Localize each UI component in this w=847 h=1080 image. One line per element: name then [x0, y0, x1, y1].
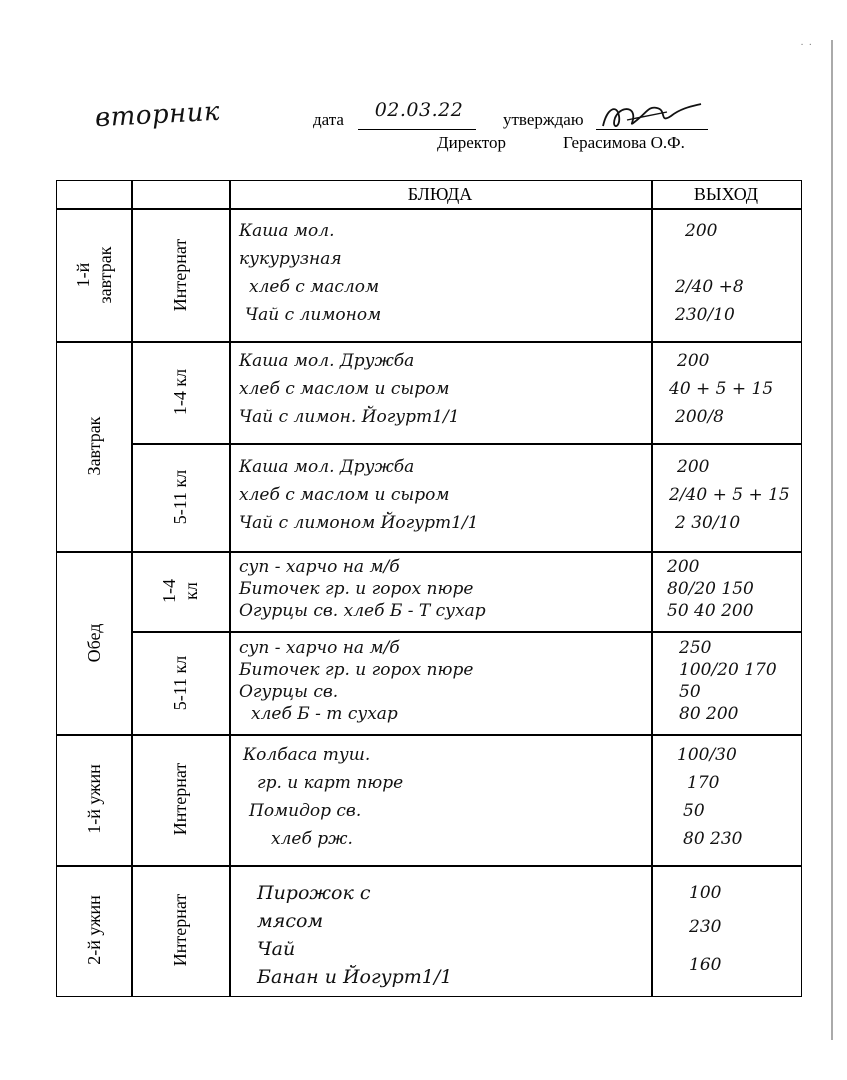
day-of-week: вторник [94, 96, 221, 134]
outputs-breakfast-5-11: 200 2/40 + 5 + 15 2 30/10 [669, 457, 790, 533]
sub-label-1-4: 1-4 кл [170, 368, 190, 416]
dishes-breakfast-1-4: Каша мол. Дружба хлеб с маслом и сыром Чай с лимон. Йогурт1/1 [239, 351, 460, 427]
date-value: 02.03.22 [374, 99, 464, 121]
director-name: Герасимова О.Ф. [563, 133, 685, 152]
meal-label-dinner2: 2-й ужин [84, 895, 104, 965]
sub-label-internat-dinner1: Интернат [170, 762, 190, 836]
dishes-dinner1: Колбаса туш. гр. и карт пюре Помидор св. хлеб рж. [243, 745, 404, 849]
sub-label-internat: Интернат [170, 238, 190, 312]
menu-table [56, 180, 802, 997]
section-divider [57, 734, 801, 736]
col-divider-output [651, 181, 653, 996]
sub-label-internat-dinner2: Интернат [170, 893, 190, 967]
column-header-dishes: БЛЮДА [407, 184, 473, 204]
dishes-dinner2: Пирожок с мясом Чай Банан и Йогурт1/1 [257, 882, 453, 988]
subrow-divider [131, 631, 801, 633]
approve-label: утверждаю [503, 110, 584, 129]
header-divider [57, 208, 801, 210]
outputs-breakfast1: 200 2/40 +8 230/10 [675, 221, 744, 325]
outputs-breakfast-1-4: 200 40 + 5 + 15 200/8 [669, 351, 774, 427]
section-divider [57, 551, 801, 553]
subrow-divider [131, 443, 801, 445]
outputs-lunch-1-4: 200 80/20 150 50 40 200 [667, 557, 754, 621]
column-header-output: ВЫХОД [693, 184, 759, 204]
dishes-lunch-1-4: суп - харчо на м/б Биточек гр. и горох пюре Огурцы св. хлеб Б - Т сухар [239, 557, 486, 621]
outputs-dinner1: 100/30 170 50 80 230 [677, 745, 743, 849]
meal-label-lunch: Обед [84, 623, 104, 663]
sub-label-lunch-5-11: 5-11 кл [170, 655, 190, 711]
meal-label-breakfast1: 1-й завтрак [73, 246, 115, 304]
col-divider-meal [131, 181, 133, 996]
scan-edge-line [831, 40, 833, 1040]
meal-label-dinner1: 1-й ужин [84, 764, 104, 834]
section-divider [57, 341, 801, 343]
director-label: Директор [437, 133, 506, 152]
date-underline [358, 129, 476, 130]
dishes-breakfast1: Каша мол. кукурузная хлеб с маслом Чай с лимоном [239, 221, 382, 325]
dishes-breakfast-5-11: Каша мол. Дружба хлеб с маслом и сыром Чай с лимоном Йогурт1/1 [239, 457, 479, 533]
date-label: дата [313, 110, 344, 129]
sub-label-lunch-1-4: 1-4 кл [159, 579, 201, 603]
outputs-lunch-5-11: 250 100/20 170 50 80 200 [679, 638, 777, 724]
sub-label-5-11: 5-11 кл [170, 469, 190, 525]
dishes-lunch-5-11: суп - харчо на м/б Биточек гр. и горох пюре Огурцы св. хлеб Б - т сухар [239, 638, 474, 724]
scan-dots: · · [800, 40, 812, 51]
section-divider [57, 865, 801, 867]
col-divider-sub [229, 181, 231, 996]
meal-label-breakfast: Завтрак [84, 416, 104, 476]
signature-underline [596, 129, 708, 130]
outputs-dinner2: 100 230 160 [689, 883, 722, 975]
